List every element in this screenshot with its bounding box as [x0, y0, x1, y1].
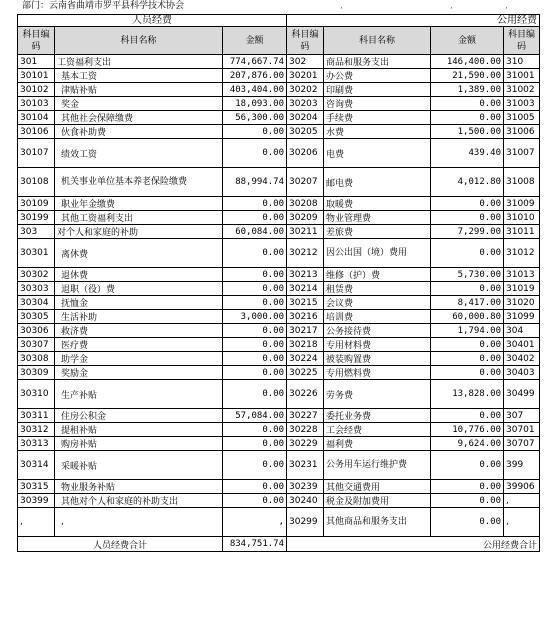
account-name: 救济费: [55, 324, 223, 338]
account-name: 被装购置费: [324, 352, 431, 366]
account-name: 奖励金: [55, 366, 223, 380]
account-code: 30399: [18, 494, 55, 508]
account-code: 30104: [18, 111, 55, 125]
account-code: 30304: [18, 296, 55, 310]
account-name: 其他交通费用: [324, 480, 431, 494]
amount: 1,389.00: [431, 83, 504, 97]
cell-mark: ,: [450, 1, 453, 11]
amount: 439.40: [431, 139, 504, 168]
account-name: 离休费: [55, 239, 223, 268]
table-row: [18, 211, 540, 225]
account-code: 31012: [504, 239, 540, 268]
account-code: 30239: [287, 480, 324, 494]
account-name: 公务用车运行维护费: [324, 451, 431, 480]
amount: 403,404.00: [223, 83, 287, 97]
cell-mark: ,: [340, 1, 343, 11]
account-name: 退休费: [55, 268, 223, 282]
amount: 0.00: [431, 494, 504, 508]
section-personnel: 人员经费: [18, 15, 287, 27]
header-code: 科目编码: [18, 27, 55, 55]
account-code: 30306: [18, 324, 55, 338]
amount: 0.00: [431, 282, 504, 296]
account-code: 30401: [504, 338, 540, 352]
account-code: ,: [504, 494, 540, 508]
department-label: 部门：云南省曲靖市罗平县科学技术协会: [22, 1, 185, 11]
account-name: 办公费: [324, 69, 431, 83]
amount: 88,994.74: [223, 168, 287, 197]
amount: 0.00: [223, 211, 287, 225]
account-code: 30107: [18, 139, 55, 168]
account-code: 30209: [287, 211, 324, 225]
account-code: 30106: [18, 125, 55, 139]
account-name: 劳务费: [324, 380, 431, 409]
account-name: 基本工资: [55, 69, 223, 83]
table-row: [18, 409, 540, 423]
amount: 0.00: [431, 97, 504, 111]
account-name: 其他工资福利支出: [55, 211, 223, 225]
amount: 0.00: [223, 451, 287, 480]
amount: 0.00: [431, 211, 504, 225]
amount: 0.00: [431, 338, 504, 352]
account-code: 30301: [18, 239, 55, 268]
account-name: 税金及附加费用: [324, 494, 431, 508]
account-code: 30201: [287, 69, 324, 83]
account-code: 31009: [504, 197, 540, 211]
account-code: 31019: [504, 282, 540, 296]
account-code: 30214: [287, 282, 324, 296]
account-code: 30240: [287, 494, 324, 508]
account-code: 30207: [287, 168, 324, 197]
amount: 0.00: [223, 139, 287, 168]
account-name: 培训费: [324, 310, 431, 324]
account-code: 30225: [287, 366, 324, 380]
account-code: 31020: [504, 296, 540, 310]
amount: 0.00: [431, 480, 504, 494]
amount: 21,590.00: [431, 69, 504, 83]
account-code: 30101: [18, 69, 55, 83]
amount: 0.00: [223, 480, 287, 494]
account-code: 31003: [504, 97, 540, 111]
account-name: 生活补助: [55, 310, 223, 324]
table-row: [18, 225, 540, 239]
amount: 0.00: [223, 125, 287, 139]
table-row: [18, 480, 540, 494]
table-row: [18, 268, 540, 282]
account-code: 31008: [504, 168, 540, 197]
amount: 0.00: [431, 451, 504, 480]
account-name: 购房补贴: [55, 437, 223, 451]
account-name: 水费: [324, 125, 431, 139]
account-name: 生产补贴: [55, 380, 223, 409]
account-name: 邮电费: [324, 168, 431, 197]
account-name: 因公出国（境）费用: [324, 239, 431, 268]
account-name: 绩效工资: [55, 139, 223, 168]
account-name: 津贴补贴: [55, 83, 223, 97]
account-name: 商品和服务支出: [324, 55, 431, 69]
account-name: 机关事业单位基本养老保险缴费: [55, 168, 223, 197]
amount: 60,084.00: [223, 225, 287, 239]
amount: 0.00: [223, 268, 287, 282]
amount: 57,084.00: [223, 409, 287, 423]
section-public: 公用经费: [287, 15, 540, 27]
account-code: 30231: [287, 451, 324, 480]
table-row: [18, 494, 540, 508]
table-row: [18, 451, 540, 480]
table-row: [18, 239, 540, 268]
account-code: 30199: [18, 211, 55, 225]
amount: 774,667.74: [223, 55, 287, 69]
amount: 0.00: [431, 409, 504, 423]
account-code: 30226: [287, 380, 324, 409]
amount: 0.00: [223, 239, 287, 268]
amount: 60,000.80: [431, 310, 504, 324]
account-code: 30228: [287, 423, 324, 437]
amount: 0.00: [431, 508, 504, 537]
account-code: 30403: [504, 366, 540, 380]
amount: 0.00: [431, 352, 504, 366]
amount: 0.00: [223, 494, 287, 508]
account-name: 医疗费: [55, 338, 223, 352]
account-code: 30311: [18, 409, 55, 423]
account-name: 其他社会保障缴费: [55, 111, 223, 125]
account-code: 30499: [504, 380, 540, 409]
table-row: [18, 69, 540, 83]
account-name: 其他对个人和家庭的补助支出: [55, 494, 223, 508]
account-code: 304: [504, 324, 540, 338]
amount: 1,500.00: [431, 125, 504, 139]
account-name: 伙食补助费: [55, 125, 223, 139]
cell-mark: ,: [505, 1, 508, 11]
table-row: [18, 310, 540, 324]
table-row: [18, 352, 540, 366]
amount: 0.00: [431, 197, 504, 211]
expense-table: [17, 14, 540, 552]
account-code: 30314: [18, 451, 55, 480]
account-code: 30215: [287, 296, 324, 310]
account-code: 30109: [18, 197, 55, 211]
account-name: 助学金: [55, 352, 223, 366]
account-name: 工资福利支出: [55, 55, 223, 69]
account-name: 提租补贴: [55, 423, 223, 437]
amount: 146,400.00: [431, 55, 504, 69]
amount: 0.00: [223, 366, 287, 380]
account-name: 对个人和家庭的补助: [55, 225, 223, 239]
account-name: 工会经费: [324, 423, 431, 437]
table-row: [18, 97, 540, 111]
amount: 0.00: [223, 296, 287, 310]
table-row: [18, 282, 540, 296]
header-amount: 金额: [223, 27, 287, 55]
table-row: [18, 338, 540, 352]
account-name: 手续费: [324, 111, 431, 125]
table-row: [18, 125, 540, 139]
account-code: ,: [504, 508, 540, 537]
table-row: [18, 83, 540, 97]
account-code: 399: [504, 451, 540, 480]
amount: 0.00: [431, 366, 504, 380]
total-row: [18, 537, 540, 552]
account-code: 30206: [287, 139, 324, 168]
account-code: 31011: [504, 225, 540, 239]
amount: 0.00: [431, 111, 504, 125]
table-row: [18, 366, 540, 380]
account-code: 30307: [18, 338, 55, 352]
header-name: 科目名称: [55, 27, 223, 55]
account-code: 30218: [287, 338, 324, 352]
account-name: 印刷费: [324, 83, 431, 97]
account-code: 30202: [287, 83, 324, 97]
column-header-row: [18, 27, 540, 55]
amount: 7,299.00: [431, 225, 504, 239]
account-code: 30707: [504, 437, 540, 451]
account-name: 租赁费: [324, 282, 431, 296]
account-code: 30315: [18, 480, 55, 494]
amount: 207,876.00: [223, 69, 287, 83]
table-row: [18, 111, 540, 125]
amount: 3,000.00: [223, 310, 287, 324]
account-code: 39906: [504, 480, 540, 494]
amount: 0.00: [223, 437, 287, 451]
account-code: 301: [18, 55, 55, 69]
account-code: 31010: [504, 211, 540, 225]
table-row: [18, 197, 540, 211]
amount: 10,776.00: [431, 423, 504, 437]
account-name: 采暖补贴: [55, 451, 223, 480]
account-code: 30308: [18, 352, 55, 366]
amount: 18,093.00: [223, 97, 287, 111]
account-name: 专用燃料费: [324, 366, 431, 380]
table-row: [18, 423, 540, 437]
account-name: 委托业务费: [324, 409, 431, 423]
account-code: 30303: [18, 282, 55, 296]
account-name: 住房公积金: [55, 409, 223, 423]
amount: 0.00: [223, 324, 287, 338]
account-code: 30224: [287, 352, 324, 366]
account-code: 30204: [287, 111, 324, 125]
account-code: 30212: [287, 239, 324, 268]
table-row: [18, 296, 540, 310]
account-code: 30208: [287, 197, 324, 211]
account-code: 30102: [18, 83, 55, 97]
header-code: 科目编码: [287, 27, 324, 55]
account-code: 30203: [287, 97, 324, 111]
amount: 0.00: [223, 423, 287, 437]
table-row: [18, 380, 540, 409]
section-header-row: [18, 15, 540, 27]
amount: 8,417.00: [431, 296, 504, 310]
header-code: 科目编码: [504, 27, 540, 55]
account-name: 其他商品和服务支出: [324, 508, 431, 537]
account-name: ,: [55, 508, 223, 537]
account-name: 电费: [324, 139, 431, 168]
account-name: 奖金: [55, 97, 223, 111]
account-code: 31006: [504, 125, 540, 139]
account-code: 31001: [504, 69, 540, 83]
account-code: 30103: [18, 97, 55, 111]
account-code: 31007: [504, 139, 540, 168]
account-code: 30211: [287, 225, 324, 239]
account-code: 30310: [18, 380, 55, 409]
account-code: 30312: [18, 423, 55, 437]
amount: 1,794.00: [431, 324, 504, 338]
account-code: 30229: [287, 437, 324, 451]
account-name: 咨询费: [324, 97, 431, 111]
account-name: 福利费: [324, 437, 431, 451]
account-code: 303: [18, 225, 55, 239]
account-code: 31005: [504, 111, 540, 125]
header-name: 科目名称: [324, 27, 431, 55]
table-row: [18, 139, 540, 168]
department-line: [0, 0, 548, 14]
account-code: ,: [18, 508, 55, 537]
account-code: 302: [287, 55, 324, 69]
account-name: 差旅费: [324, 225, 431, 239]
account-name: 取暖费: [324, 197, 431, 211]
account-name: 退职（役）费: [55, 282, 223, 296]
amount: 0.00: [223, 338, 287, 352]
account-code: 30205: [287, 125, 324, 139]
account-code: 31099: [504, 310, 540, 324]
account-code: 30313: [18, 437, 55, 451]
account-name: 公务接待费: [324, 324, 431, 338]
amount: 4,012.80: [431, 168, 504, 197]
account-name: 物业服务补贴: [55, 480, 223, 494]
amount: 0.00: [223, 380, 287, 409]
table-row: [18, 508, 540, 537]
account-code: 30305: [18, 310, 55, 324]
header-amount: 金额: [431, 27, 504, 55]
account-code: 30216: [287, 310, 324, 324]
account-code: 30108: [18, 168, 55, 197]
amount: 5,730.00: [431, 268, 504, 282]
account-code: 310: [504, 55, 540, 69]
amount: ,: [223, 508, 287, 537]
account-name: 专用材料费: [324, 338, 431, 352]
public-total-label: 公用经费合计: [287, 537, 540, 552]
table-row: [18, 324, 540, 338]
account-code: 30701: [504, 423, 540, 437]
account-code: 30217: [287, 324, 324, 338]
personnel-total-amount: 834,751.74: [223, 537, 287, 552]
account-name: 抚恤金: [55, 296, 223, 310]
account-code: 30402: [504, 352, 540, 366]
amount: 0.00: [223, 282, 287, 296]
account-code: 31013: [504, 268, 540, 282]
account-code: 30302: [18, 268, 55, 282]
account-name: 维修（护）费: [324, 268, 431, 282]
amount: 56,300.00: [223, 111, 287, 125]
account-code: 30309: [18, 366, 55, 380]
amount: 13,828.00: [431, 380, 504, 409]
amount: 0.00: [431, 239, 504, 268]
account-name: 物业管理费: [324, 211, 431, 225]
amount: 0.00: [223, 352, 287, 366]
amount: 0.00: [223, 197, 287, 211]
account-code: 31002: [504, 83, 540, 97]
amount: 9,624.00: [431, 437, 504, 451]
account-name: 职业年金缴费: [55, 197, 223, 211]
personnel-total-label: 人员经费合计: [18, 537, 223, 552]
account-code: 30213: [287, 268, 324, 282]
table-row: [18, 55, 540, 69]
account-code: 30299: [287, 508, 324, 537]
account-code: 307: [504, 409, 540, 423]
table-row: [18, 168, 540, 197]
table-row: [18, 437, 540, 451]
account-name: 会议费: [324, 296, 431, 310]
account-code: 30227: [287, 409, 324, 423]
